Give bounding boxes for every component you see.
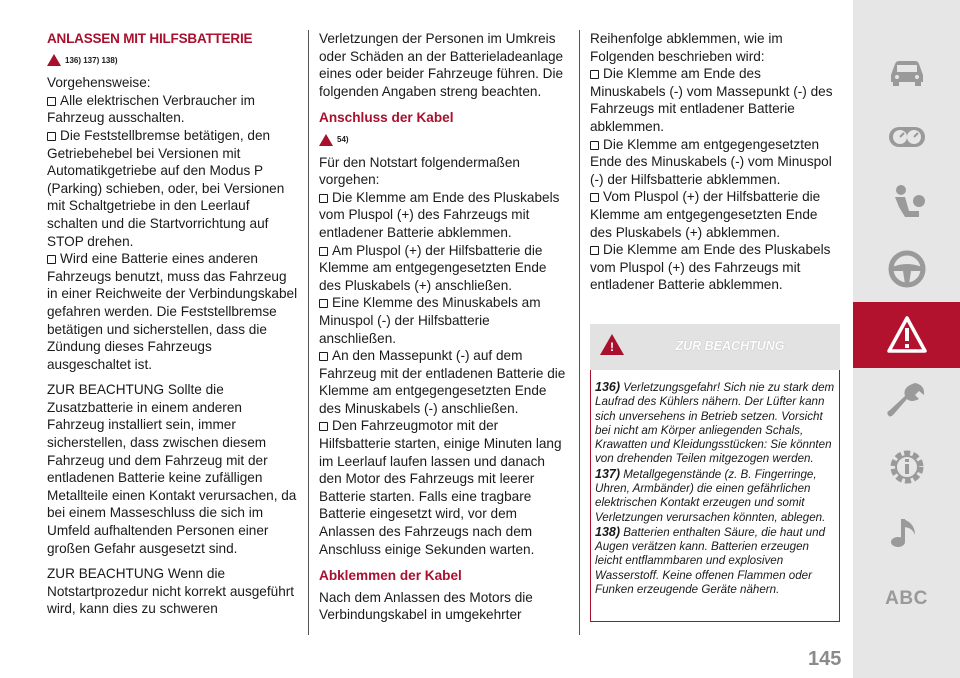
note-item <box>595 525 835 597</box>
section-heading: ANLASSEN MIT HILFSBATTERIE <box>47 31 253 46</box>
column-2 <box>319 30 569 624</box>
note-text: Metallgegenstände (z. B. Fingerringe, Uhren, Armbänder) die einen gefährlichen elektrischen Kontakt erzeugen und somit Verletzungen verursachen könnten, ablegen. <box>595 467 826 524</box>
steering-wheel-icon <box>885 247 929 291</box>
subheading-connect: Anschluss der Kabel <box>319 110 454 126</box>
note-number: 136) <box>595 379 621 394</box>
list-item: Eine Klemme des Minuskabels am Minuspol (-) der Hilfsbatterie anschließen. <box>319 294 569 347</box>
sidebar-item-dashboard[interactable] <box>853 104 960 170</box>
gear-info-icon <box>885 445 929 489</box>
sidebar-item-multimedia[interactable] <box>853 500 960 566</box>
warning-reference <box>47 52 299 70</box>
list-item: Wird eine Batterie eines anderen Fahrzeugs benutzt, muss das Fahrzeug in einer Reichweite der Verbindungskabel gefahren werden. Die Feststellbremse betätigen und sicherstellen, dass die Zündung dieses Fahrzeugs ausgeschaltet ist. <box>47 251 298 372</box>
note-title: ZUR BEACHTUNG <box>675 339 785 354</box>
list-item: Die Klemme am Ende des Pluskabels vom Pluspol (+) des Fahrzeugs mit entladener Batterie abklemmen. <box>590 241 840 294</box>
paragraph: Für den Notstart folgendermaßen vorgehen: <box>319 154 520 188</box>
car-icon <box>885 49 929 93</box>
paragraph: ZUR BEACHTUNG Wenn die Notstartprozedur nicht korrekt ausgeführt wird, kann dies zu schweren <box>47 566 295 617</box>
note-number: 138) <box>595 524 621 539</box>
list-item: Die Klemme am Ende des Minuskabels (-) vom Massepunkt (-) des Fahrzeugs mit entladener Batterie abklemmen. <box>590 65 840 135</box>
page-number: 145 <box>808 648 842 670</box>
warning-reference-text: 136) 137) 138) <box>65 55 118 65</box>
note-text: Batterien enthalten Säure, die haut und Augen verätzen kann. Batterien erzeugen leicht entflammbaren und explosiven Wasserstoff. Keine offenen Flammen oder Funken erzeugende Geräte nähern. <box>595 525 826 597</box>
intro-text: Vorgehensweise: <box>47 75 151 91</box>
sidebar-item-safety[interactable] <box>853 170 960 236</box>
column-3 <box>590 30 840 622</box>
wrench-icon <box>885 379 929 423</box>
chapter-sidebar <box>853 0 960 678</box>
note-text: Verletzungsgefahr! Sich nie zu stark dem Laufrad des Kühlers nähern. Der Lüfter kann sich unversehens in Betrieb setzen. Vorsicht bei nicht am Körper anliegenden Schals, Krawatten und Kleidungsstücken: Sie könnten von drehenden Teilen mitgezogen werden. <box>595 380 835 466</box>
list-item: Alle elektrischen Verbraucher im Fahrzeug ausschalten. <box>47 92 299 127</box>
list-item: Die Feststellbremse betätigen, den Getriebehebel bei Versionen mit Automatikgetriebe auf den Modus P (Parking) schieben, oder, bei Versionen mit Schaltgetriebe in den Leerlauf schalten und die Startvorrichtung auf STOP drehen. <box>47 127 299 250</box>
paragraph: ZUR BEACHTUNG Sollte die Zusatzbatterie in einem anderen Fahrzeug installiert sein, immer sicherstellen, dass zwischen diesem Fahrzeug und dem Fahrzeug mit der entladenen Batterie keine zufälligen Metallteile einen Kontakt verursachen, da bei einem Masseschluss die sich im Umfeld aufhaltenden Personen einer großen Gefahr ausgesetzt sind. <box>47 382 297 556</box>
note-header <box>590 324 840 370</box>
sidebar-item-emergency[interactable] <box>853 302 960 368</box>
column-divider <box>308 30 309 635</box>
column-1 <box>47 30 299 618</box>
subheading-disconnect: Abklemmen der Kabel <box>319 568 462 584</box>
list-item: Vom Pluspol (+) der Hilfsbatterie die Klemme am entgegengesetzten Ende des Pluskabels (+) abklemmen. <box>590 188 840 241</box>
sidebar-item-maintenance[interactable] <box>853 368 960 434</box>
note-item <box>595 380 835 467</box>
warning-reference <box>319 131 569 149</box>
warning-triangle-icon <box>319 134 333 146</box>
warning-triangle-icon <box>600 334 624 355</box>
gauge-icon <box>885 115 929 159</box>
warning-reference-text: 54) <box>337 134 349 144</box>
list-item: An den Massepunkt (-) auf dem Fahrzeug mit der entladenen Batterie die Klemme am entgegengesetzten Ende des Minuskabels (-) anschließen. <box>319 347 569 417</box>
column-divider <box>579 30 580 635</box>
paragraph: Verletzungen der Personen im Umkreis oder Schäden an der Batterieladeanlage eines oder beider Fahrzeuge führen. Die folgenden Angaben streng beachten. <box>319 31 564 99</box>
paragraph: Nach dem Anlassen des Motors die Verbindungskabel in umgekehrter <box>319 589 533 623</box>
list-item: Am Pluspol (+) der Hilfsbatterie die Klemme am entgegengesetzten Ende des Pluskabels (+) anschließen. <box>319 242 569 295</box>
seat-safety-icon <box>885 181 929 225</box>
list-item: Die Klemme am entgegengesetzten Ende des Minuskabels (-) vom Minuspol (-) der Hilfsbatterie abklemmen. <box>590 136 840 189</box>
sidebar-item-index[interactable] <box>853 566 960 632</box>
sidebar-item-technical-data[interactable] <box>853 434 960 500</box>
list-item: Den Fahrzeugmotor mit der Hilfsbatterie starten, einige Minuten lang im Leerlauf laufen lassen und danach den Motor des Fahrzeugs mit leerer Batterie starten. Falls eine tragbare Batterie eingesetzt wird, vor dem Anlassen des Fahrzeugs nach dem Anschluss einige Sekunden warten. <box>319 417 569 558</box>
note-item <box>595 467 835 525</box>
sidebar-item-driving[interactable] <box>853 236 960 302</box>
index-label: ABC <box>885 588 928 609</box>
paragraph: Reihenfolge abklemmen, wie im Folgenden beschrieben wird: <box>590 31 783 64</box>
list-item: Die Klemme am Ende des Pluskabels vom Pluspol (+) des Fahrzeugs mit entladener Batterie abklemmen. <box>319 189 569 242</box>
music-note-icon <box>885 511 929 555</box>
note-box <box>590 370 840 622</box>
warning-triangle-icon <box>47 54 61 66</box>
note-number: 137) <box>595 466 621 481</box>
sidebar-item-car[interactable] <box>853 38 960 104</box>
warning-triangle-icon <box>885 313 929 357</box>
